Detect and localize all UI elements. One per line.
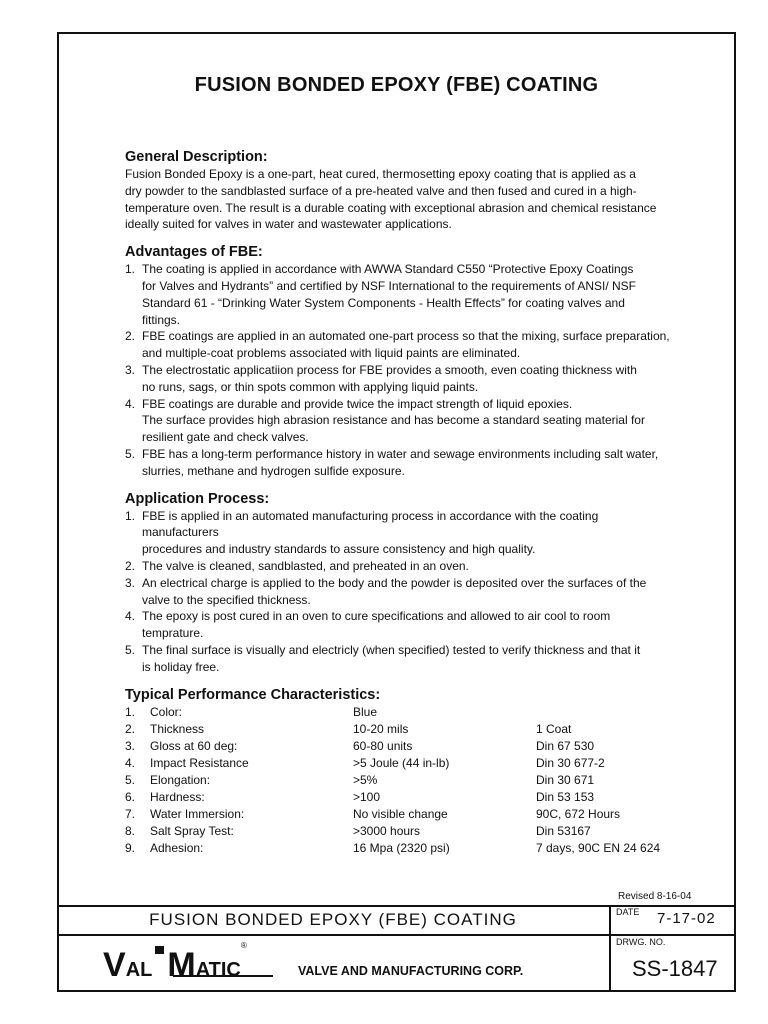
table-row xyxy=(125,772,670,789)
application-step-item xyxy=(125,642,670,676)
advantage-item-line: The coating is applied in accordance with AWWA Standard C550 “Protective Epoxy Coatings xyxy=(142,262,634,277)
advantage-item-line: Standard 61 - “Drinking Water System Components - Health Effects” for coating valves and xyxy=(142,295,625,310)
characteristic-spec: 1 Coat xyxy=(536,721,572,736)
application-list xyxy=(125,508,670,676)
application-step-item-line: An electrical charge is applied to the body and the powder is deposited over the surfaces of the xyxy=(142,575,647,590)
row-number: 4. xyxy=(125,755,136,770)
characteristic-spec: 90C, 672 Hours xyxy=(536,806,621,821)
title-block-divider-vertical xyxy=(609,905,611,991)
revised-date: Revised 8-16-04 xyxy=(618,891,692,902)
registered-mark: ® xyxy=(240,941,247,950)
advantage-item-number: 2. xyxy=(125,329,136,344)
advantage-item-line: fittings. xyxy=(142,312,181,327)
application-step-item xyxy=(125,608,670,642)
application-step-item-line: procedures and industry standards to assure consistency and high quality. xyxy=(142,542,536,557)
table-row xyxy=(125,806,670,823)
application-heading: Application Process: xyxy=(125,490,270,507)
advantage-item-line: FBE coatings are durable and provide twice the impact strength of liquid epoxies. xyxy=(142,396,573,411)
valmatic-logo xyxy=(103,941,247,985)
drawing-number-value: SS-1847 xyxy=(632,956,718,981)
advantage-item-number: 3. xyxy=(125,362,136,377)
characteristic-name: Gloss at 60 deg: xyxy=(150,738,238,753)
application-step-item xyxy=(125,575,670,609)
logo-letter-v: V xyxy=(103,946,126,984)
application-step-item-line: The final surface is visually and electricly (when specified) tested to verify thickness and that it xyxy=(142,642,641,657)
application-step-item-number: 2. xyxy=(125,558,136,573)
title-block-divider-middle xyxy=(57,934,736,936)
document-body xyxy=(125,148,670,857)
characteristic-name: Impact Resistance xyxy=(150,755,249,770)
characteristic-name: Elongation: xyxy=(150,772,211,787)
advantage-item-line: The electrostatic applicatiion process for FBE provides a smooth, even coating thickness with xyxy=(142,362,637,377)
characteristic-value: >3000 hours xyxy=(353,823,421,838)
advantage-item-line: no runs, sags, or thin spots common with applying liquid paints. xyxy=(142,379,479,394)
application-step-item xyxy=(125,558,670,575)
characteristic-spec: Din 30 677-2 xyxy=(536,755,605,770)
logo-letters-atic: ATIC xyxy=(195,959,241,981)
application-step-item xyxy=(125,508,670,558)
general-description-text xyxy=(125,166,670,233)
characteristic-spec: Din 53 153 xyxy=(536,789,595,804)
application-step-item-line: FBE is applied in an automated manufacturing process in accordance with the coating manufacturers xyxy=(142,508,599,540)
drawing-number-label: DRWG. NO. xyxy=(616,937,666,947)
application-step-item-number: 1. xyxy=(125,508,136,523)
advantage-item-line: resilient gate and check valves. xyxy=(142,430,309,445)
application-step-item-number: 3. xyxy=(125,575,136,590)
company-name: VALVE AND MANUFACTURING CORP. xyxy=(298,964,524,978)
advantage-item-line: and multiple-coat problems associated with liquid paints are eliminated. xyxy=(142,346,521,361)
characteristic-value: No visible change xyxy=(353,806,448,821)
application-step-item-line: The epoxy is post cured in an oven to cure specifications and allowed to air cool to room xyxy=(142,609,611,624)
characteristic-value: 60-80 units xyxy=(353,738,413,753)
characteristic-name: Salt Spray Test: xyxy=(150,823,234,838)
performance-table xyxy=(125,704,670,857)
general-description-heading: General Description: xyxy=(125,149,268,165)
row-number: 7. xyxy=(125,806,136,821)
advantage-item xyxy=(125,261,670,328)
application-step-item-line: valve to the specified thickness. xyxy=(142,592,311,607)
characteristic-value: 10-20 mils xyxy=(353,721,409,736)
row-number: 8. xyxy=(125,823,136,838)
general-description-line: temperature oven. The result is a durable coating with exceptional abrasion and chemical resistance xyxy=(125,200,657,215)
application-step-item-number: 5. xyxy=(125,642,136,657)
advantage-item-line: for Valves and Hydrants” and certified by NSF International to the requirements of ANSI/ NSF xyxy=(142,278,637,293)
characteristic-value: Blue xyxy=(353,704,378,719)
characteristic-spec: Din 53167 xyxy=(536,823,591,838)
table-row xyxy=(125,840,670,857)
advantage-item xyxy=(125,328,670,362)
characteristic-name: Color: xyxy=(150,704,183,719)
advantage-item xyxy=(125,362,670,396)
logo-square-icon xyxy=(155,946,164,954)
date-label: DATE xyxy=(616,907,640,917)
advantage-item-line: slurries, methane and hydrogen sulfide exposure. xyxy=(142,463,405,478)
advantage-item-line: FBE coatings are applied in an automated one-part process so that the mixing, surface preparation, xyxy=(142,329,670,344)
row-number: 9. xyxy=(125,840,136,855)
application-step-item-number: 4. xyxy=(125,609,136,624)
logo-underline xyxy=(173,975,273,977)
characteristic-name: Water Immersion: xyxy=(150,806,245,821)
characteristic-spec xyxy=(536,704,670,721)
advantage-item xyxy=(125,396,670,446)
characteristic-spec: 7 days, 90C EN 24 624 xyxy=(536,840,661,855)
characteristic-name: Thickness xyxy=(150,721,205,736)
advantages-heading: Advantages of FBE: xyxy=(125,244,263,261)
general-description-line: ideally suited for valves in water and wastewater applications. xyxy=(125,217,452,232)
row-number: 2. xyxy=(125,721,136,736)
advantage-item-number: 5. xyxy=(125,446,136,461)
general-description-line: dry powder to the sandblasted surface of a pre-heated valve and then fused and cured in a high- xyxy=(125,183,637,198)
table-row xyxy=(125,738,670,755)
general-description-line: Fusion Bonded Epoxy is a one-part, heat cured, thermosetting epoxy coating that is applied as a xyxy=(125,167,636,181)
characteristic-value: >5 Joule (44 in-lb) xyxy=(353,755,450,770)
table-row xyxy=(125,755,670,772)
row-number: 5. xyxy=(125,772,136,787)
table-row xyxy=(125,704,670,721)
characteristic-name: Adhesion: xyxy=(150,840,204,855)
row-number: 1. xyxy=(125,704,136,719)
application-step-item-line: temprature. xyxy=(142,626,204,641)
logo-letters-al: AL xyxy=(125,959,153,981)
characteristic-value: 16 Mpa (2320 psi) xyxy=(353,840,450,855)
logo-letter-m: M xyxy=(167,946,196,984)
date-value: 7-17-02 xyxy=(657,910,716,927)
application-step-item-line: The valve is cleaned, sandblasted, and preheated in an oven. xyxy=(142,558,469,573)
advantage-item-number: 1. xyxy=(125,262,136,277)
advantages-list xyxy=(125,261,670,479)
table-row xyxy=(125,823,670,840)
application-step-item-line: is holiday free. xyxy=(142,659,220,674)
row-number: 3. xyxy=(125,738,136,753)
characteristic-value: >100 xyxy=(353,789,381,804)
page-title: FUSION BONDED EPOXY (FBE) COATING xyxy=(194,74,599,96)
advantage-item-line: FBE has a long-term performance history in water and sewage environments including salt water, xyxy=(142,446,659,461)
table-row xyxy=(125,721,670,738)
table-row xyxy=(125,789,670,806)
advantage-item xyxy=(125,446,670,480)
performance-heading: Typical Performance Characteristics: xyxy=(125,686,381,703)
characteristic-spec: Din 30 671 xyxy=(536,772,595,787)
characteristic-spec: Din 67 530 xyxy=(536,738,595,753)
title-block-title: FUSION BONDED EPOXY (FBE) COATING xyxy=(149,910,517,929)
characteristic-value: >5% xyxy=(353,772,378,787)
advantage-item-line: The surface provides high abrasion resistance and has become a standard seating material for xyxy=(142,413,645,428)
characteristic-name: Hardness: xyxy=(150,789,205,804)
row-number: 6. xyxy=(125,789,136,804)
advantage-item-number: 4. xyxy=(125,396,136,411)
